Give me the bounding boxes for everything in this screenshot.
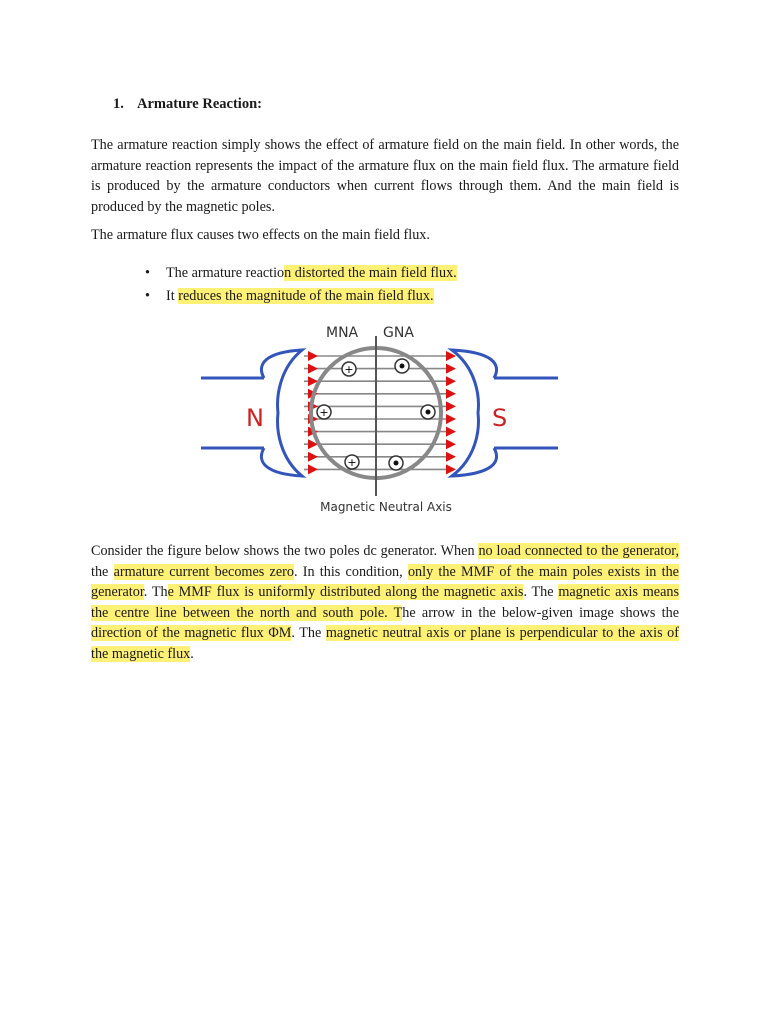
intro-paragraph: The armature reaction simply shows the effect of armature field on the main field. In other words, the armature reaction represents the impact of the armature flux on the main field flux. The armature field is produced by the armature conductors when current flows through them. And the main field is produced by the magnetic poles. <box>91 137 679 215</box>
analysis-highlight: magnetic axis means the centre line between the north and south pole. T <box>91 584 679 621</box>
figure-caption: Magnetic Neutral Axis <box>320 500 452 514</box>
flux-arrow <box>446 364 456 374</box>
conductor-plus <box>317 405 331 419</box>
list-item <box>145 262 457 285</box>
flux-arrow <box>446 376 456 386</box>
armature-diagram <box>196 316 566 522</box>
analysis-text: Consider the figure below shows the two poles dc generator. When <box>91 543 479 559</box>
analysis-highlight: magnetic neutral axis or plane is perpendicular to the axis of the magnetic flux <box>91 625 679 662</box>
bullet-marker: • <box>145 288 150 304</box>
list-item <box>145 285 457 308</box>
analysis-text: . Th <box>143 584 168 600</box>
svg-text:+: + <box>319 406 329 419</box>
bullet-text: It <box>166 288 179 304</box>
conductor-dot <box>421 405 435 419</box>
conductor-dot <box>389 456 403 470</box>
mna-label: MNA <box>326 325 359 341</box>
flux-arrow <box>308 364 318 374</box>
analysis-text: . <box>190 645 194 662</box>
flux-arrow <box>446 389 456 399</box>
flux-arrow <box>308 351 318 361</box>
analysis-text: . The <box>523 584 559 600</box>
bullet-highlight: n distorted the main field flux. <box>284 265 457 281</box>
south-pole-label: S <box>492 404 508 432</box>
analysis-highlight: only the MMF of the main poles exists in the generator <box>91 563 679 600</box>
analysis-highlight: e MMF flux is uniformly distributed along the magnetic axis <box>167 584 524 600</box>
flux-arrow <box>308 464 318 474</box>
flux-arrow <box>446 439 456 449</box>
analysis-text: . In this condition, <box>293 563 408 580</box>
analysis-text: the <box>91 563 114 580</box>
flux-arrow <box>446 452 456 462</box>
heading-title: Armature Reaction: <box>137 96 262 112</box>
effects-list <box>145 262 457 308</box>
conductor-plus <box>342 362 356 376</box>
north-pole-label: N <box>246 404 264 432</box>
svg-text:+: + <box>347 456 357 469</box>
conductor-plus <box>345 455 359 469</box>
effects-paragraph: The armature flux causes two effects on the main field flux. <box>91 227 430 243</box>
flux-arrow <box>446 414 456 424</box>
svg-text:+: + <box>344 363 354 376</box>
analysis-highlight: direction of the magnetic flux ΦM <box>91 625 292 641</box>
section-heading <box>113 96 262 113</box>
analysis-highlight: no load connected to the generator, <box>478 543 680 559</box>
flux-arrow <box>308 452 318 462</box>
analysis-text: . The <box>291 625 326 641</box>
heading-number: 1. <box>113 96 124 112</box>
gna-label: GNA <box>383 325 414 341</box>
flux-arrow <box>446 427 456 437</box>
bullet-marker: • <box>145 265 150 281</box>
bullet-text: The armature reactio <box>166 265 285 281</box>
bullet-highlight: reduces the magnitude of the main field flux. <box>178 288 434 304</box>
analysis-text: he arrow in the below-given image shows the <box>402 604 679 621</box>
analysis-highlight: armature current becomes zero <box>113 563 294 580</box>
conductor-dot <box>395 359 409 373</box>
flux-arrow <box>446 401 456 411</box>
analysis-paragraph <box>91 541 679 664</box>
